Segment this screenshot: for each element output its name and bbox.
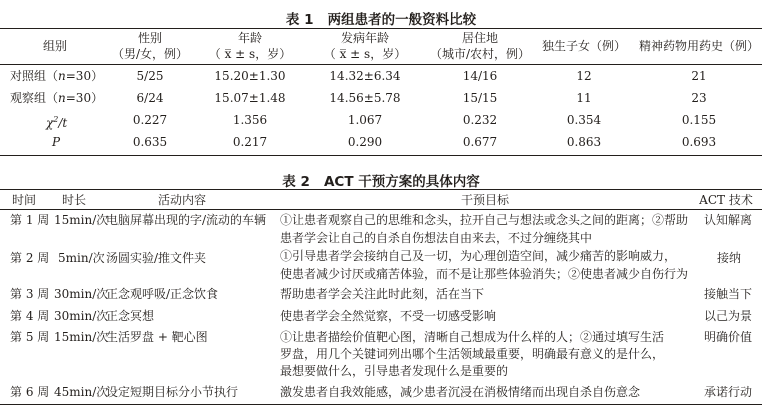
table1-header-residence: 居住地 （城市/农村，例） bbox=[429, 31, 531, 61]
table1-cell: 0.227 bbox=[132, 113, 168, 127]
table1-cell: 12 bbox=[576, 69, 592, 83]
table2-goal-line: 使患者学会全然觉察，不受一切感受影响 bbox=[280, 309, 497, 323]
table1-row-control-label: 对照组（n=30） bbox=[10, 69, 104, 83]
table2-week-cell: 第 4 周 bbox=[10, 309, 50, 323]
table2-activity-cell: 汤圆实验/推文件夹 bbox=[106, 251, 207, 265]
table2-tech-cell: 接纳 bbox=[717, 251, 742, 265]
table2-duration-cell: 15min/次 bbox=[54, 330, 109, 344]
table1-caption-number: 表 1 bbox=[285, 12, 314, 28]
table2-tech-cell: 认知解离 bbox=[704, 213, 753, 227]
table2-duration-cell: 30min/次 bbox=[54, 287, 109, 301]
table2-goal-line: 帮助患者学会关注此时此刻，活在当下 bbox=[280, 287, 485, 301]
table1-header-age: 年龄 （ x̅ ± s，岁） bbox=[208, 31, 292, 61]
table2-goal-line: 患者学会让自己的自杀自伤想法自由来去，不过分缠绕其中 bbox=[280, 231, 593, 245]
table2-duration-cell: 15min/次 bbox=[54, 213, 109, 227]
table2-goal-line: 使患者减少讨厌或痛苦体验，而不是让那些体验消失；②使患者减少自伤行为 bbox=[280, 267, 689, 281]
table2-header-activity: 活动内容 bbox=[158, 193, 207, 207]
table2-header-goal: 干预目标 bbox=[460, 193, 509, 207]
table2-header-duration: 时长 bbox=[62, 193, 87, 207]
table2-duration-cell: 45min/次 bbox=[54, 385, 109, 399]
table1-cell: 0.354 bbox=[566, 113, 602, 127]
table2-tech-cell: 承诺行动 bbox=[704, 385, 753, 399]
table1-top-rule bbox=[0, 28, 762, 29]
table1-cell: 11 bbox=[576, 91, 592, 105]
table1-cell: 0.155 bbox=[681, 113, 717, 127]
table2-caption-number: 表 2 bbox=[282, 174, 310, 190]
table1-header-only-child: 独生子女（例） bbox=[541, 39, 626, 53]
table1-cell: 23 bbox=[691, 91, 707, 105]
table2-activity-cell: 设定短期目标分小节执行 bbox=[106, 385, 239, 399]
table2-activity-cell: 正念观呼吸/正念饮食 bbox=[106, 287, 219, 301]
table1-cell: 0.217 bbox=[232, 135, 268, 149]
table1-row-p-label: P bbox=[52, 135, 61, 149]
table1-row-observe-label: 观察组（n=30） bbox=[10, 91, 104, 105]
table2-tech-cell: 以己为景 bbox=[704, 309, 753, 323]
table2-goal-line: ①引导患者学会接纳自己及一切，为心理创造空间，减少痛苦的影响威力， bbox=[280, 249, 677, 263]
table1-header-sex: 性别 （男/女，例） bbox=[111, 31, 189, 61]
table2-header-rule bbox=[0, 209, 762, 210]
table1-cell: 14.32±6.34 bbox=[329, 69, 401, 83]
table1-cell: 0.232 bbox=[462, 113, 498, 127]
table1-cell: 15/15 bbox=[462, 91, 498, 105]
table2-activity-cell: 生活罗盘 + 靶心图 bbox=[106, 330, 208, 344]
table1-cell: 0.635 bbox=[132, 135, 168, 149]
table1-cell: 0.677 bbox=[462, 135, 498, 149]
table2-tech-cell: 接触当下 bbox=[704, 287, 753, 301]
table1-cell: 0.863 bbox=[566, 135, 602, 149]
table1-cell: 14/16 bbox=[462, 69, 498, 83]
table2-week-cell: 第 6 周 bbox=[10, 385, 50, 399]
table2-week-cell: 第 3 周 bbox=[10, 287, 50, 301]
table1-cell: 1.356 bbox=[232, 113, 268, 127]
table1-cell: 1.067 bbox=[347, 113, 383, 127]
table1-header-group: 组别 bbox=[42, 39, 67, 53]
table2-goal-line: 罗盘，用几个关键词列出哪个生活领域最重要，明确最有意义的是什么， bbox=[280, 347, 665, 361]
table2-tech-cell: 明确价值 bbox=[704, 330, 753, 344]
table1-cell: 5/25 bbox=[136, 69, 164, 83]
table2-goal-line: 最想要做什么，引导患者发现什么是重要的 bbox=[280, 364, 509, 378]
table2-header-tech: ACT 技术 bbox=[699, 193, 753, 207]
table1-cell: 0.693 bbox=[681, 135, 717, 149]
table1-cell: 15.07±1.48 bbox=[214, 91, 286, 105]
table2-week-cell: 第 2 周 bbox=[10, 251, 50, 265]
table1-header-rule bbox=[0, 64, 762, 65]
table2-top-rule bbox=[0, 189, 762, 190]
table1-caption-title: 两组患者的一般资料比较 bbox=[327, 12, 477, 28]
table1-row-chi-label: $\chi^2/t$ bbox=[46, 115, 68, 130]
table2-week-cell: 第 1 周 bbox=[10, 213, 50, 227]
table2-goal-line: 激发患者自我效能感，减少患者沉浸在消极情绪而出现自杀自伤意念 bbox=[280, 385, 641, 399]
table2-duration-cell: 30min/次 bbox=[54, 309, 109, 323]
table1-cell: 15.20±1.30 bbox=[214, 69, 286, 83]
table2-goal-line: ①让患者观察自己的思维和念头，拉开自己与想法或念头之间的距离；②帮助 bbox=[280, 213, 689, 227]
table1-cell: 0.290 bbox=[347, 135, 383, 149]
table1-cell: 14.56±5.78 bbox=[329, 91, 401, 105]
table2-duration-cell: 5min/次 bbox=[58, 251, 105, 265]
table2-week-cell: 第 5 周 bbox=[10, 330, 50, 344]
table1-bottom-rule bbox=[0, 155, 762, 156]
table2-activity-cell: 正念冥想 bbox=[106, 309, 155, 323]
table2-caption-title: ACT 干预方案的具体内容 bbox=[323, 174, 480, 190]
table2-bottom-rule bbox=[0, 404, 762, 405]
table2-header-time: 时间 bbox=[12, 193, 37, 207]
table2-activity-cell: 电脑屏幕出现的字/流动的车辆 bbox=[106, 213, 267, 227]
table1-cell: 21 bbox=[691, 69, 707, 83]
table2-goal-line: ①让患者描绘价值靶心图，清晰自己想成为什么样的人；②通过填写生活 bbox=[280, 330, 665, 344]
table1-header-onset-age: 发病年龄 （ x̅ ± s，岁） bbox=[323, 31, 407, 61]
table1-caption bbox=[0, 8, 762, 28]
table1-header-drug-history: 精神药物用药史（例） bbox=[638, 39, 759, 53]
table1-cell: 6/24 bbox=[136, 91, 164, 105]
table2-caption bbox=[0, 170, 762, 190]
